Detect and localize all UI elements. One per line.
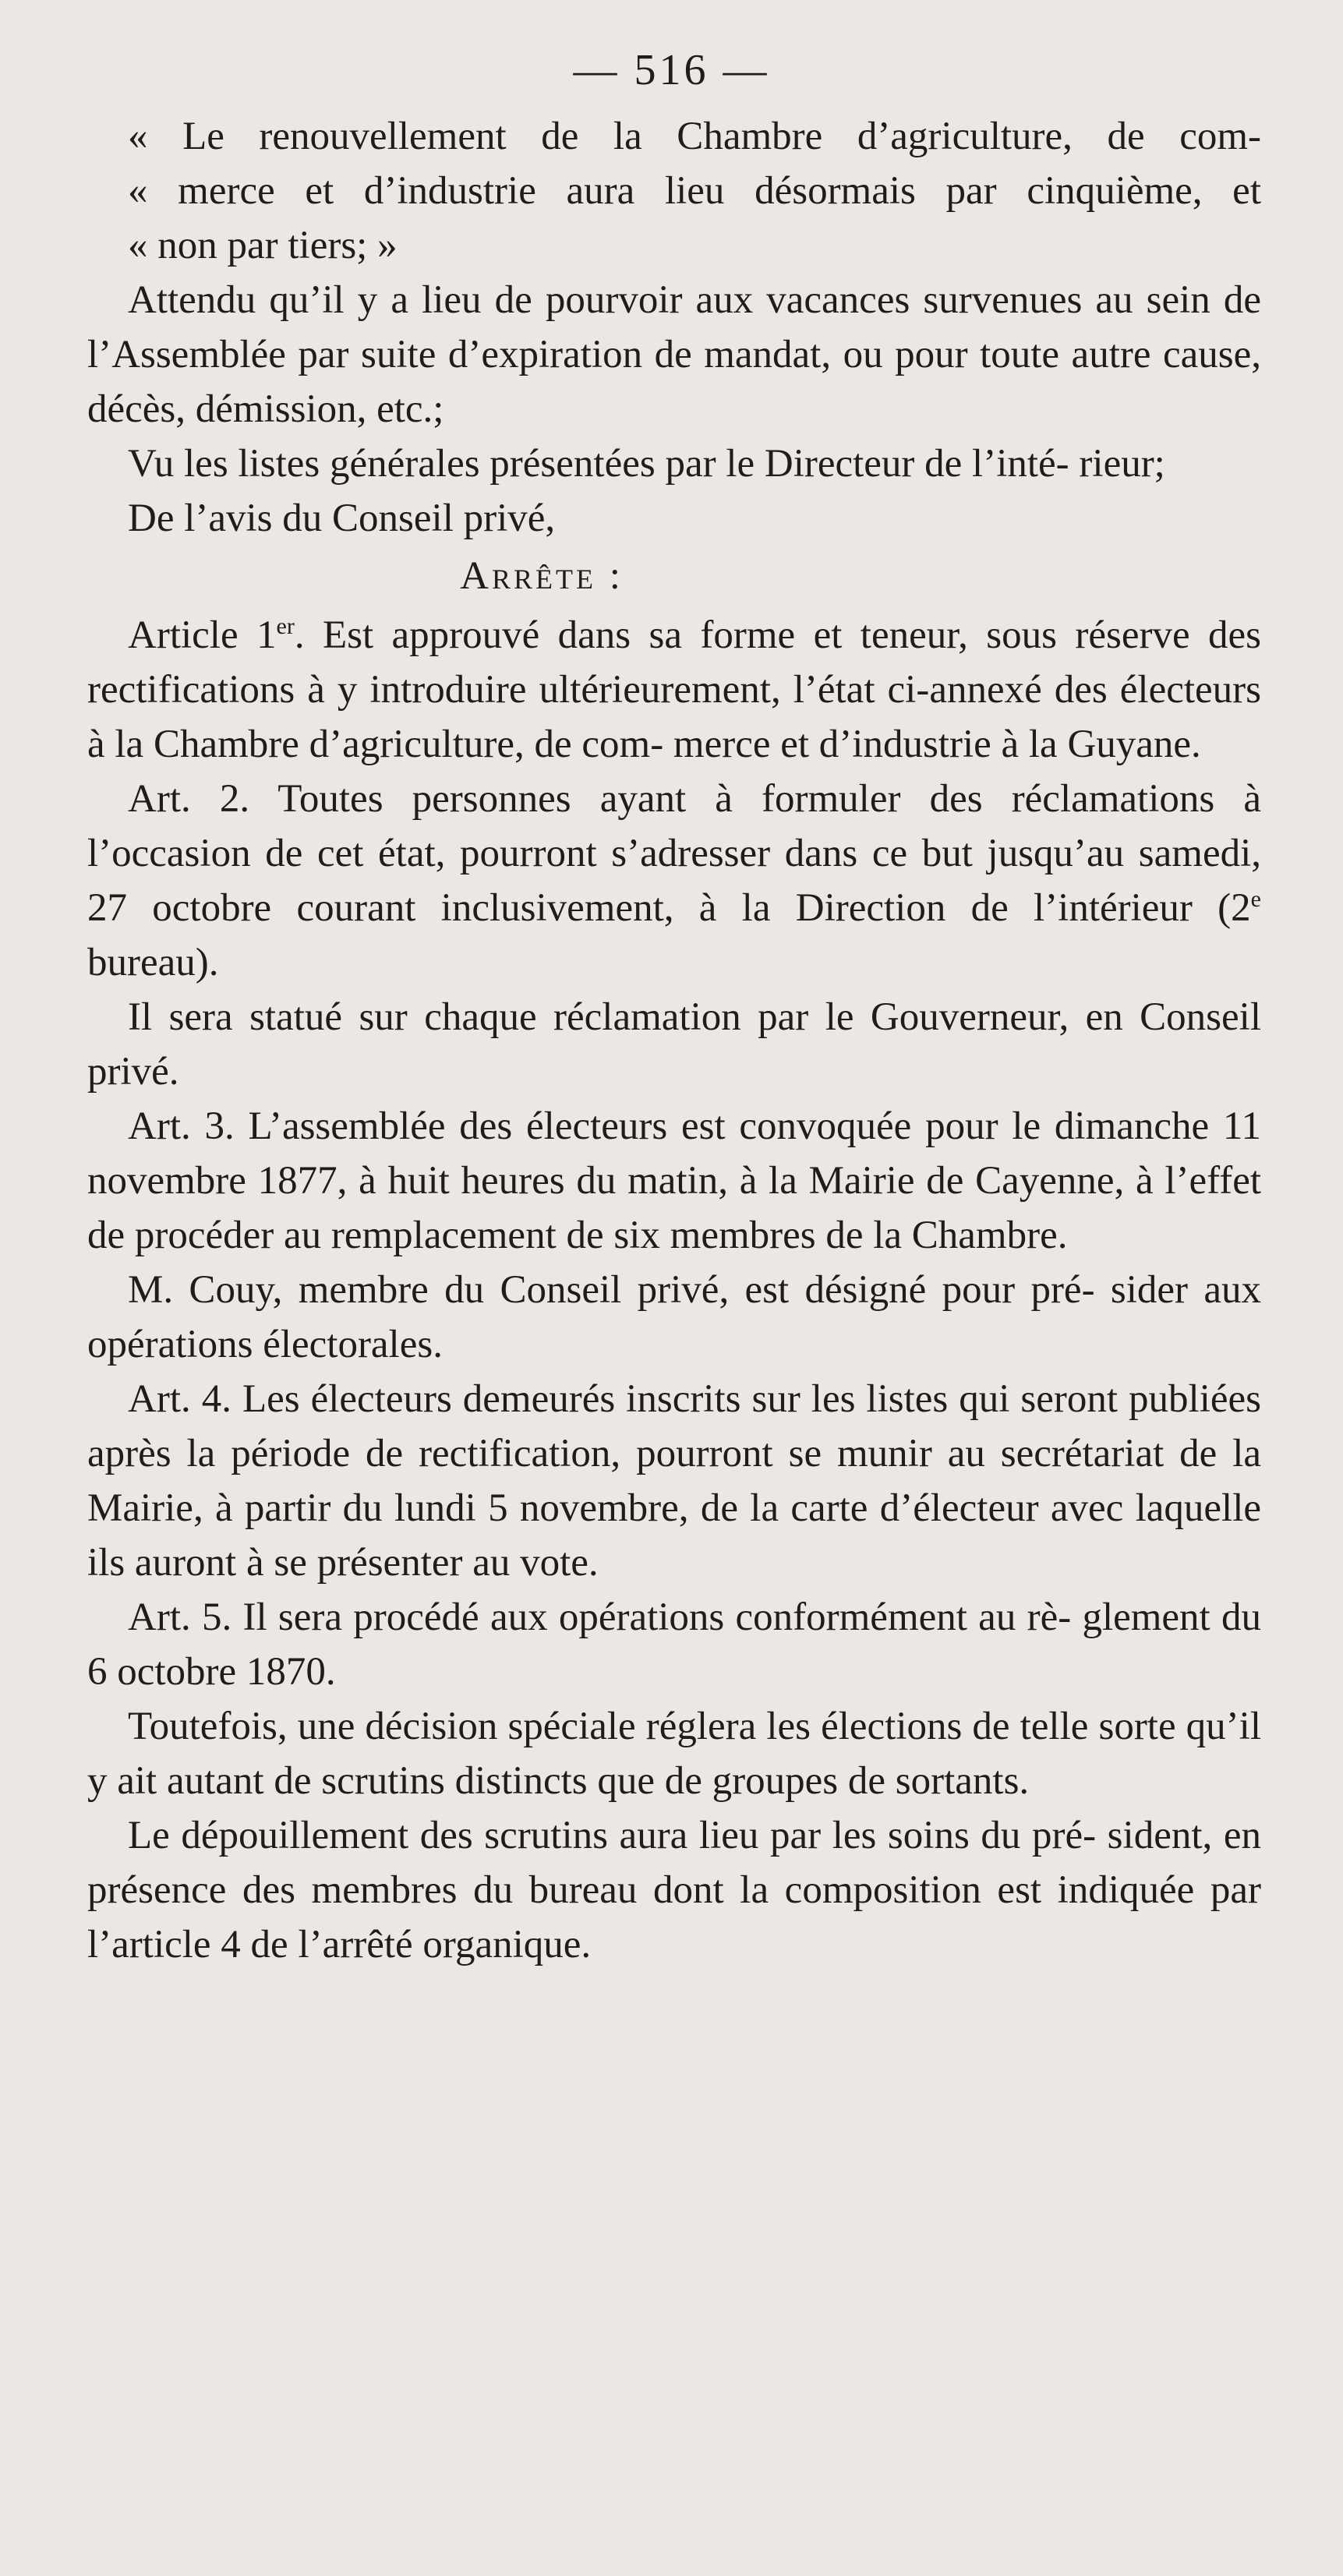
- article-1-superscript: er: [276, 613, 295, 639]
- quote-line-3: « non par tiers; »: [128, 224, 398, 267]
- quote-line-1: « Le renouvellement de la Chambre d’agriculture, de com-: [128, 115, 1261, 158]
- paragraph-article-1: [87, 608, 1261, 772]
- paragraph-attendu: Attendu qu’il y a lieu de pourvoir aux vacances survenues au sein de l’Assemblée par suite d’expiration de mandat, ou pour toute autre cause, décès, démission, etc.;: [87, 278, 1261, 431]
- paragraph-statue: Il sera statué sur chaque réclamation par le Gouverneur, en Conseil privé.: [87, 995, 1261, 1094]
- document-body: [87, 109, 1261, 1972]
- paragraph-couy: M. Couy, membre du Conseil privé, est désigné pour pré- sider aux opérations électorales.: [87, 1268, 1261, 1366]
- paragraph-article-2: [87, 772, 1261, 990]
- quote-line-2: « merce et d’industrie aura lieu désormais par cinquième, et: [128, 169, 1261, 213]
- article-2-text: Art. 2. Toutes personnes ayant à formuler des réclamations à l’occasion de cet état, pourront s’adresser dans ce but jusqu’au samedi, 27 octobre courant inclusivement, à la Direction de l’intérieur (2: [87, 777, 1261, 930]
- paragraph-toutefois: Toutefois, une décision spéciale réglera les élections de telle sorte qu’il y ait autant de scrutins distincts que de groupes de sortants.: [87, 1705, 1261, 1803]
- article-1-label: Article 1: [128, 613, 277, 657]
- paragraph-vu: Vu les listes générales présentées par le Directeur de l’inté- rieur;: [128, 442, 1165, 486]
- article-2-superscript: e: [1250, 886, 1261, 912]
- paragraph-article-4: Art. 4. Les électeurs demeurés inscrits sur les listes qui seront publiées après la période de rectification, pourront se munir au secrétariat de la Mairie, à partir du lundi 5 novembre, de la carte d’électeur avec laquelle ils auront à se présenter au vote.: [87, 1377, 1261, 1585]
- paragraph-article-5: Art. 5. Il sera procédé aux opérations conformément au rè- glement du 6 octobre 1870.: [87, 1595, 1261, 1694]
- heading-arrete: Arrête :: [460, 554, 624, 598]
- article-2-suffix: bureau).: [87, 941, 219, 984]
- paragraph-article-3: Art. 3. L’assemblée des électeurs est convoquée pour le dimanche 11 novembre 1877, à huit heures du matin, à la Mairie de Cayenne, à l’effet de procéder au remplacement de six membres de la Chambre.: [87, 1104, 1261, 1257]
- paragraph-depouillement: Le dépouillement des scrutins aura lieu par les soins du pré- sident, en présence des membres du bureau dont la composition est indiquée par l’article 4 de l’arrêté organique.: [87, 1814, 1261, 1966]
- article-1-text: . Est approuvé dans sa forme et teneur, sous réserve des rectifications à y introduire ultérieurement, l’état ci-annexé des électeurs à la Chambre d’agriculture, de com- merce et d’industrie à la Guyane.: [87, 613, 1261, 766]
- page-number: — 516 —: [573, 46, 770, 94]
- paragraph-avis: De l’avis du Conseil privé,: [128, 496, 556, 540]
